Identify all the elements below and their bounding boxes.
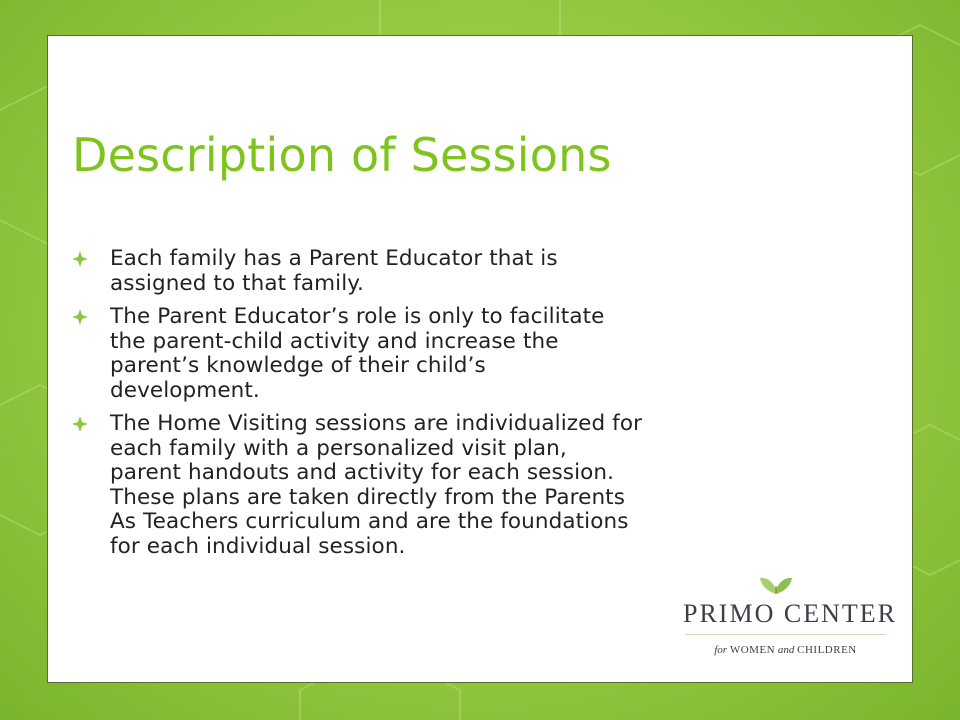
leaf-icon — [756, 572, 796, 596]
bullet-text-line: The Parent Educator’s role is only to facilitate — [110, 304, 605, 329]
logo-name: PRIMO CENTER — [683, 599, 897, 628]
slide-title: Description of Sessions — [72, 128, 612, 182]
bullet-list — [102, 247, 802, 568]
bullet-text-line: As Teachers curriculum and are the foundations — [110, 509, 629, 534]
bullet-item — [102, 412, 802, 559]
bullet-text-line: These plans are taken directly from the Parents — [110, 484, 625, 510]
bullet-text-line: development. — [110, 377, 260, 403]
tagline-and: and — [777, 644, 795, 656]
bullet-text-line: The Home Visiting sessions are individualized for — [110, 411, 643, 436]
tagline-women: WOMEN — [729, 644, 776, 656]
bullet-text-line: assigned to that family. — [110, 270, 364, 296]
tagline-children: CHILDREN — [797, 644, 857, 656]
bullet-item — [102, 305, 802, 403]
diamond-cross-icon — [72, 416, 88, 432]
bullet-text-line: for each individual session. — [110, 533, 406, 559]
logo-tagline — [683, 644, 888, 656]
bullet-text-line: parent’s knowledge of their child’s — [110, 353, 486, 378]
bullet-text-line: parent handouts and activity for each session. — [110, 460, 615, 485]
logo-divider — [685, 634, 885, 635]
bullet-text-line: each family with a personalized visit plan, — [110, 435, 567, 461]
diamond-cross-icon — [72, 309, 88, 325]
primo-center-logo — [683, 572, 897, 664]
bullet-text-line: Each family has a Parent Educator that is — [110, 246, 558, 271]
tagline-for: for — [714, 644, 728, 656]
diamond-cross-icon — [72, 251, 88, 267]
bullet-item — [102, 247, 802, 296]
bullet-text-line: the parent-child activity and increase the — [110, 328, 559, 354]
